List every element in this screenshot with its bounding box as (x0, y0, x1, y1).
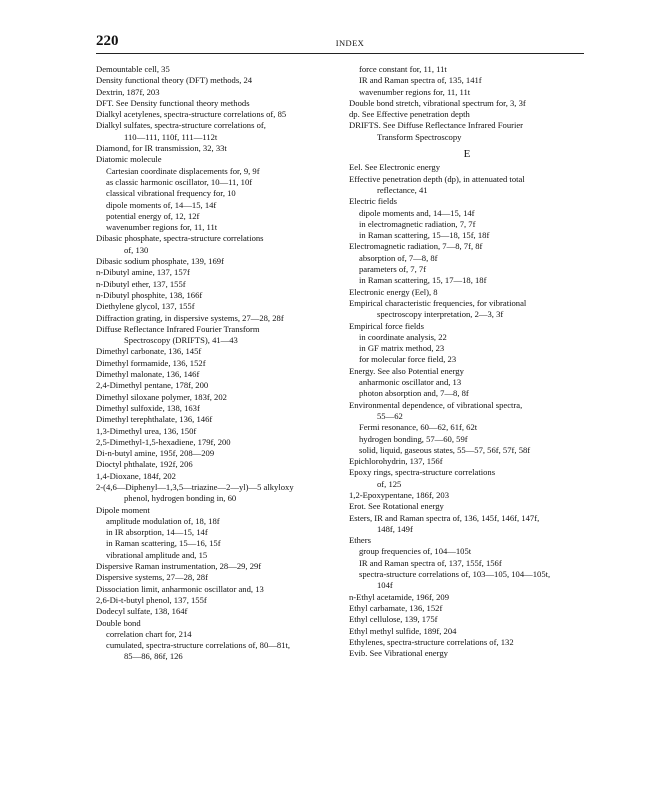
index-entry: Diffuse Reflectance Infrared Fourier Transform (96, 323, 260, 334)
index-entry: Dipole moment (96, 504, 150, 515)
index-entry: Dialkyl acetylenes, spectra-structure correlations of, 85 (96, 109, 287, 120)
index-subentry: Cartesian coordinate displacements for, 9, 9f (106, 165, 260, 176)
index-subentry: reflectance, 41 (377, 184, 428, 195)
index-subentry: in IR absorption, 14—15, 14f (106, 527, 208, 538)
index-entry: 1,4-Dioxane, 184f, 202 (96, 470, 176, 481)
index-entry: n-Dibutyl phosphite, 138, 166f (96, 289, 203, 300)
index-subentry: vibrational amplitude and, 15 (106, 549, 208, 560)
index-subentry: absorption of, 7—8, 8f (359, 252, 438, 263)
page-number: 220 (96, 33, 119, 49)
index-subentry: for molecular force field, 23 (359, 354, 457, 365)
right-column-top-entries (349, 64, 585, 143)
index-entry: DFT. See Density functional theory methods (96, 97, 250, 108)
right-column-bottom-entries (349, 162, 585, 659)
index-entry: Ethyl cellulose, 139, 175f (349, 614, 438, 625)
index-entry: n-Ethyl acetamide, 196f, 209 (349, 591, 449, 602)
index-entry: Diffraction grating, in dispersive systems, 27—28, 28f (96, 312, 284, 323)
index-entry: Double bond stretch, vibrational spectrum for, 3, 3f (349, 97, 526, 108)
index-subentry: wavenumber regions for, 11, 11t (359, 86, 471, 97)
index-subentry: Transform Spectroscopy (377, 131, 462, 142)
running-head: INDEX (335, 38, 365, 48)
index-entry: Diethylene glycol, 137, 155f (96, 301, 195, 312)
index-entry: Dimethyl sulfoxide, 138, 163f (96, 402, 200, 413)
index-entry: Eel. See Electronic energy (349, 162, 440, 173)
index-entry: Empirical force fields (349, 320, 424, 331)
index-entry: Diatomic molecule (96, 154, 162, 165)
index-subentry: as classic harmonic oscillator, 10—11, 10f (106, 176, 253, 187)
index-entry: Environmental dependence, of vibrational spectra, (349, 399, 523, 410)
index-entry: Dioctyl phthalate, 192f, 206 (96, 459, 193, 470)
index-subentry: anharmonic oscillator and, 13 (359, 377, 462, 388)
index-entry: Energy. See also Potential energy (349, 365, 464, 376)
index-entry: Dialkyl sulfates, spectra-structure correlations of, (96, 120, 266, 131)
index-subentry: 110—111, 110f, 111—112t (124, 131, 218, 142)
index-entry: Diamond, for IR transmission, 32, 33t (96, 143, 227, 154)
index-subentry: Fermi resonance, 60—62, 61f, 62t (359, 422, 478, 433)
index-entry: dp. See Effective penetration depth (349, 109, 470, 120)
index-subentry: of, 125 (377, 478, 402, 489)
index-entry: Ethyl methyl sulfide, 189f, 204 (349, 625, 457, 636)
index-entry: Dispersive systems, 27—28, 28f (96, 572, 208, 583)
index-subentry: in coordinate analysis, 22 (359, 331, 447, 342)
index-subentry: dipole moments and, 14—15, 14f (359, 207, 475, 218)
index-subentry: 85—86, 86f, 126 (124, 651, 183, 662)
index-subentry: in electromagnetic radiation, 7, 7f (359, 218, 476, 229)
index-subentry: group frequencies of, 104—105t (359, 546, 472, 557)
index-subentry: correlation chart for, 214 (106, 628, 192, 639)
index-subentry: potential energy of, 12, 12f (106, 210, 200, 221)
index-entry: 2,5-Dimethyl-1,5-hexadiene, 179f, 200 (96, 436, 231, 447)
index-subentry: cumulated, spectra-structure correlations of, 80—81t, (106, 640, 290, 651)
index-subentry: spectroscopy interpretation, 2—3, 3f (377, 309, 504, 320)
section-letter: E (463, 148, 471, 161)
index-entry: DRIFTS. See Diffuse Reflectance Infrared Fourier (349, 120, 524, 131)
index-subentry: phenol, hydrogen bonding in, 60 (124, 493, 237, 504)
index-subentry: IR and Raman spectra of, 137, 155f, 156f (359, 557, 502, 568)
index-entry: 1,2-Epoxypentane, 186f, 203 (349, 489, 449, 500)
index-entry: Empirical characteristic frequencies, for vibrational (349, 297, 527, 308)
index-entry: n-Dibutyl amine, 137, 157f (96, 267, 190, 278)
index-entry: Electronic energy (Eel), 8 (349, 286, 438, 297)
index-entry: Dibasic phosphate, spectra-structure correlations (96, 233, 264, 244)
index-column-left (96, 64, 344, 663)
index-entry: Dimethyl terephthalate, 136, 146f (96, 414, 213, 425)
index-subentry: in GF matrix method, 23 (359, 343, 445, 354)
index-subentry: classical vibrational frequency for, 10 (106, 188, 236, 199)
index-entry: Dissociation limit, anharmonic oscillator and, 13 (96, 583, 264, 594)
index-subentry: in Raman scattering, 15, 17—18, 18f (359, 275, 487, 286)
index-entry: Dimethyl siloxane polymer, 183f, 202 (96, 391, 227, 402)
index-entry: 2-(4,6—Diphenyl—1,3,5—triazine—2—yl)—5 alkyloxy (96, 481, 294, 492)
index-subentry: hydrogen bonding, 57—60, 59f (359, 433, 468, 444)
index-entry: Evib. See Vibrational energy (349, 648, 448, 659)
index-entry: Erot. See Rotational energy (349, 501, 444, 512)
index-subentry: 55—62 (377, 410, 403, 421)
index-entry: Epichlorohydrin, 137, 156f (349, 456, 443, 467)
index-entry: Electromagnetic radiation, 7—8, 7f, 8f (349, 241, 483, 252)
index-entry: n-Dibutyl ether, 137, 155f (96, 278, 186, 289)
index-entry: Electric fields (349, 196, 397, 207)
index-entry: Effective penetration depth (dp), in attenuated total (349, 173, 525, 184)
index-entry: Dimethyl carbonate, 136, 145f (96, 346, 202, 357)
index-entry: Dimethyl formamide, 136, 152f (96, 357, 206, 368)
index-subentry: force constant for, 11, 11t (359, 64, 447, 74)
index-entry: Demountable cell, 35 (96, 64, 170, 74)
index-entry: 2,6-Di-t-butyl phenol, 137, 155f (96, 594, 207, 605)
index-entry: Epoxy rings, spectra-structure correlations (349, 467, 496, 478)
index-subentry: 104f (377, 580, 393, 591)
index-subentry: 148f, 149f (377, 523, 413, 534)
index-entry: Esters, IR and Raman spectra of, 136, 145f, 146f, 147f, (349, 512, 540, 523)
index-subentry: parameters of, 7, 7f (359, 264, 427, 275)
index-entry: Ethers (349, 535, 371, 546)
index-entry: Dibasic sodium phosphate, 139, 169f (96, 256, 224, 267)
index-entry: Double bond (96, 617, 141, 628)
index-subentry: solid, liquid, gaseous states, 55—57, 56f, 57f, 58f (359, 444, 531, 455)
index-entry: Density functional theory (DFT) methods, 24 (96, 75, 253, 86)
index-entry: Dispersive Raman instrumentation, 28—29, 29f (96, 561, 262, 572)
header-rule (96, 53, 584, 54)
index-subentry: dipole moments of, 14—15, 14f (106, 199, 217, 210)
index-subentry: IR and Raman spectra of, 135, 141f (359, 75, 482, 86)
index-entry: 2,4-Dimethyl pentane, 178f, 200 (96, 380, 209, 391)
index-entry: Ethylenes, spectra-structure correlations of, 132 (349, 636, 514, 647)
index-subentry: wavenumber regions for, 11, 11t (106, 222, 218, 233)
index-entry: Dodecyl sulfate, 138, 164f (96, 606, 188, 617)
index-entry: Dimethyl malonate, 136, 146f (96, 369, 200, 380)
index-entry: 1,3-Dimethyl urea, 136, 150f (96, 425, 197, 436)
index-entry: Ethyl carbamate, 136, 152f (349, 602, 443, 613)
index-column-right (349, 64, 585, 659)
index-subentry: in Raman scattering, 15—16, 15f (106, 538, 221, 549)
index-subentry: of, 130 (124, 244, 149, 255)
index-entry: Dextrin, 187f, 203 (96, 86, 160, 97)
index-entry: Di-n-butyl amine, 195f, 208—209 (96, 448, 215, 459)
index-subentry: amplitude modulation of, 18, 18f (106, 515, 220, 526)
index-subentry: spectra-structure correlations of, 103—105, 104—105t, (359, 569, 551, 580)
index-subentry: Spectroscopy (DRIFTS), 41—43 (124, 335, 238, 346)
index-subentry: photon absorption and, 7—8, 8f (359, 388, 469, 399)
index-subentry: in Raman scattering, 15—18, 15f, 18f (359, 230, 490, 241)
